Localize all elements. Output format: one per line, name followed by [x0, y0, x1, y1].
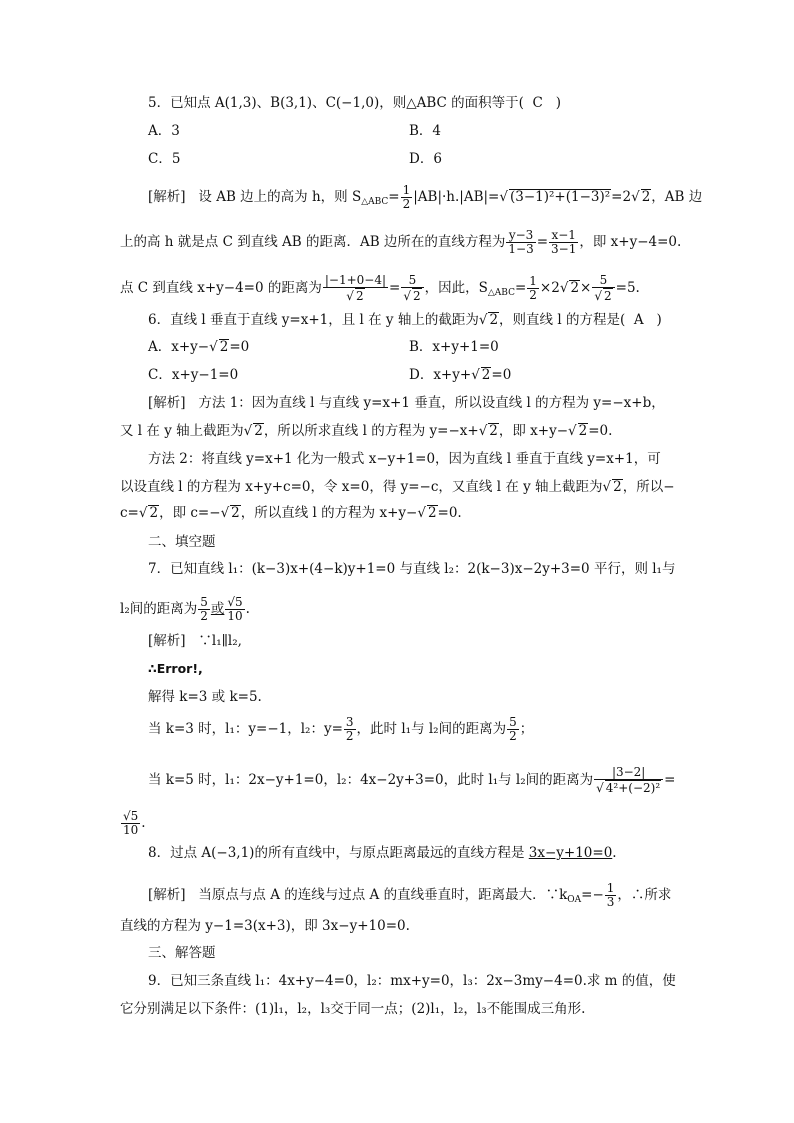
section-heading-answer: 三、解答题	[148, 945, 216, 961]
q7-frac-e: $\frac{|3-2|}{\text{√ 4²+(−2)²}}$	[594, 766, 663, 795]
q5-sol3-text: 点 C 到直线 x+y−4=0 的距离为	[120, 280, 322, 296]
q5-frac-1: $\frac{y-3}{1-3}$	[508, 228, 534, 256]
q7-frac-f: $\frac{√5}{10}$	[123, 809, 139, 837]
q6-m2-f: ，所以直线 l 的方程为 x+y−	[240, 505, 418, 521]
q6-m1-e: =0.	[588, 423, 613, 439]
q5-sol1-text: 设 AB 边上的高为 h，则 S	[198, 189, 362, 205]
q5-sol3-eq: =	[389, 280, 401, 296]
q5-frac-2: $\frac{x-1}{3-1}$	[551, 228, 577, 256]
q6-method2-line1	[148, 450, 708, 468]
q6-m1-c-sqrt: 2	[489, 423, 498, 439]
q5-frac-3: $\frac{|-1+0-4|}{√ 2}$	[324, 273, 387, 303]
q5-sol3-times2: ×	[580, 280, 592, 296]
q5-sol2-text: 上的高 h 就是点 C 到直线 AB 的距离．AB 边所在的直线方程为	[120, 234, 506, 250]
q6-m1-c: ，所以所求直线 l 的方程为 y=−x+	[263, 423, 479, 439]
q5-option-d: D．6	[409, 151, 442, 167]
q6-m1-b: 又 l 在 y 轴上截距为	[120, 423, 244, 439]
q6-m2-b-sqrt: 2	[613, 479, 622, 495]
q7-solution-error: ∴Error!,	[148, 661, 203, 676]
q6-m2-e: ，即 c=−	[159, 505, 221, 521]
q6-m2-e-sqrt: 2	[231, 505, 240, 521]
q5-sol1-ab: |AB|·h.|AB|=	[413, 189, 500, 205]
q6-m2-f-sqrt: 2	[427, 505, 437, 521]
q5-sol2-eq: =	[536, 234, 549, 250]
q5-sol3-times: ×2	[539, 280, 560, 296]
q6-m1-text: 方法 1：因为直线 l 与直线 y=x+1 垂直，所以设直线 l 的方程为 y=−x+b，	[198, 395, 665, 411]
q7-stem-end: .	[245, 601, 250, 617]
q8-answer: 3x−y+10=0	[528, 845, 613, 861]
q7-sol-e2: =	[664, 772, 676, 788]
q6-option-a: A．x+y−√ 2=0	[148, 339, 250, 355]
q5-stem-close: )	[555, 95, 561, 111]
q6-m2-a: 方法 2：将直线 y=x+1 化为一般式 x−y+1=0，因为直线 l 垂直于直线 y=x+1，可	[148, 451, 661, 467]
q7-stem-line2	[120, 596, 680, 623]
q5-frac-6: $\frac{5}{√ 2}$	[592, 274, 614, 303]
q5-stem-text: 5．已知点	[148, 95, 215, 111]
q7-frac-d: $\frac{3}{2}$	[345, 715, 354, 743]
q6-stem-text: 6．直线 l 垂直于直线 y=x+1，且 l 在 y 轴上的截距为	[148, 312, 479, 328]
q6-m2-g: =0.	[437, 505, 462, 521]
solution-tag: [解析]	[148, 395, 186, 411]
q8-sol-sub: OA	[567, 895, 582, 905]
q7-stem-b: l₂间的距离为	[120, 601, 198, 617]
q8-stem-text: 8．过点 A(−3,1)的所有直线中，与原点距离最远的直线方程是	[148, 845, 525, 861]
q5-solution-line3: 点 C 到直线 x+y−4=0 的距离为 $\frac{|-1+0-4|}{√ 2}$ = $\frac{5}{√ 2}$ ，因此，$S_{\triangle ABC}=$ $\frac{1}{2}$ ×2√ 2× $\frac{5}{√ 2}$ =5.	[120, 273, 640, 303]
q5-sol1-end: ，AB 边	[651, 189, 703, 205]
q6-m1-b-sqrt: 2	[254, 423, 263, 439]
q5-sol3-sub: △ABC	[487, 288, 515, 298]
q7-sol-d2: ，此时 l₁与 l₂间的距离为	[356, 721, 507, 737]
q6-stem: 6．直线 l 垂直于直线 y=x+1，且 l 在 y 轴上的截距为√ 2，则直线 l 的方程是( A )	[148, 312, 662, 328]
q9-stem-line1: 9．已知三条直线 l₁：4x+y−4=0，l₂：mx+y=0，l₃：2x−3my−4=0.求 m 的值，使	[148, 973, 676, 989]
q7-stem-line1: 7．已知直线 l₁：(k−3)x+(4−k)y+1=0 与直线 l₂：2(k−3)x−2y+3=0 平行，则 l₁与	[148, 561, 676, 577]
q7-solution-line1	[148, 632, 708, 650]
q7-sol-e: 当 k=5 时，l₁：2x−y+1=0，l₂：4x−2y+3=0，此时 l₁与 l₂间的距离为	[148, 772, 594, 788]
q5-sol1-sqrt: (3−1)²+(1−3)²	[509, 189, 611, 205]
q5-sol1-sub: △ABC	[361, 197, 389, 207]
q5-sol3-eq2: =	[514, 280, 527, 296]
q6-options-row1	[148, 338, 708, 356]
q6-m2-b: 以设直线 l 的方程为 x+y+c=0，令 x=0，得 y=−c，又直线 l 在 y 轴上截距为	[120, 479, 603, 495]
q5-answer: C	[532, 95, 543, 111]
q7-sol-d: 当 k=3 时，l₁：y=−1，l₂：y=	[148, 721, 343, 737]
q5-option-a: A．3	[148, 123, 180, 139]
q6-option-d: D．x+y+√ 2=0	[409, 367, 512, 383]
q8-sol-a: 当原点与点 A 的连线与过点 A 的直线垂直时，距离最大．∵k	[198, 887, 568, 903]
q7-solution-line4	[148, 716, 708, 743]
q5-sol3-hence: ，因此，S	[424, 280, 488, 296]
q7-solution-line5	[148, 766, 708, 795]
q6-m1-d: ，即 x+y−	[498, 423, 569, 439]
q5-sol3-end: =5.	[615, 280, 640, 296]
q6-m2-c: ，所以−	[622, 479, 675, 495]
q5-frac-half: $\frac{1}{2}$	[402, 183, 411, 211]
q6-method1-line2: 又 l 在 y 轴上截距为√ 2，所以所求直线 l 的方程为 y=−x+√ 2，即 x+y−√ 2=0.	[120, 423, 613, 439]
q8-stem	[148, 844, 708, 862]
q5-sol1-sqrt2: 2	[641, 189, 651, 205]
q6-stem-text2: ，则直线 l 的方程是(	[499, 312, 626, 328]
q6-answer: A	[633, 312, 644, 328]
q6-option-c: C．x+y−1=0	[148, 367, 239, 383]
q6-method2-line3: c=√ 2，即 c=−√ 2，所以直线 l 的方程为 x+y−√ 2=0.	[120, 505, 462, 521]
q5-solution-line2	[120, 229, 680, 256]
q7-answer: $\frac{5}{2}$ 或 $\frac{√5}{10}$	[200, 595, 243, 623]
q5-stem-points: A(1,3)、B(3,1)、C(−1,0)，则△ABC 的面积等于(	[214, 95, 524, 111]
q8-stem-end: .	[612, 845, 617, 861]
q5-stem	[148, 94, 708, 112]
q6-options-row2	[148, 366, 708, 384]
q6-stem-sqrt: 2	[489, 312, 499, 328]
q5-sol2-end: ，即 x+y−4=0.	[579, 234, 682, 250]
q6-m2-d-sqrt: 2	[149, 505, 159, 521]
q7-solution-line6	[120, 810, 680, 837]
q5-frac-5: $\frac{1}{2}$	[529, 274, 537, 302]
q5-sol1-eq: =	[388, 189, 400, 205]
q7-sol-f2: .	[141, 815, 146, 831]
q8-solution-line1	[148, 882, 708, 909]
q5-sol1-result: =2	[611, 189, 632, 205]
q7-sol-a: ∵l₁∥l₂,	[198, 633, 242, 649]
q6-m2-d: c=	[120, 505, 139, 521]
q6-m1-d-sqrt: 2	[578, 423, 588, 439]
q8-frac: $\frac{1}{3}$	[606, 881, 615, 909]
q6-method2-line2: 以设直线 l 的方程为 x+y+c=0，令 x=0，得 y=−c，又直线 l 在 y 轴上截距为√ 2，所以−	[120, 479, 675, 495]
solution-tag: [解析]	[148, 633, 186, 649]
q5-sol3-sqrt: 2	[570, 280, 580, 296]
q9-stem-line2: 它分别满足以下条件：(1)l₁，l₂，l₃交于同一点；(2)l₁，l₂，l₃不能围成三角形.	[120, 1001, 586, 1017]
q8-sol-b: =−	[581, 887, 604, 903]
q6-option-b: B．x+y+1=0	[409, 339, 499, 355]
q5-frac-4: $\frac{5}{√ 2}$	[401, 274, 423, 303]
q7-solution-line3: 解得 k=3 或 k=5.	[148, 689, 262, 705]
q7-frac-d3: $\frac{5}{2}$	[509, 715, 517, 743]
q8-sol-c: ，∴所求	[617, 887, 672, 903]
q8-solution-line2: 直线的方程为 y−1=3(x+3)，即 3x−y+10=0.	[120, 918, 410, 934]
solution-tag: [解析]	[148, 887, 186, 903]
q7-sol-d4: ；	[519, 721, 534, 737]
q6-stem-close: )	[656, 312, 662, 328]
section-heading-fill-blank: 二、填空题	[148, 534, 216, 550]
q5-options-row2	[148, 150, 708, 168]
solution-tag: [解析]	[148, 189, 186, 205]
q5-option-c: C．5	[148, 151, 181, 167]
q5-options-row1	[148, 122, 708, 140]
q5-solution-line1: [解析] 设 AB 边上的高为 h，则 $S_{\triangle ABC}=$ $\frac{1}{2}$ |AB|·h.|AB|=√ (3−1)²+(1−3)²=2√ 2，AB 边	[148, 183, 703, 211]
q6-method1-line1	[148, 394, 708, 412]
q5-option-b: B．4	[409, 123, 442, 139]
